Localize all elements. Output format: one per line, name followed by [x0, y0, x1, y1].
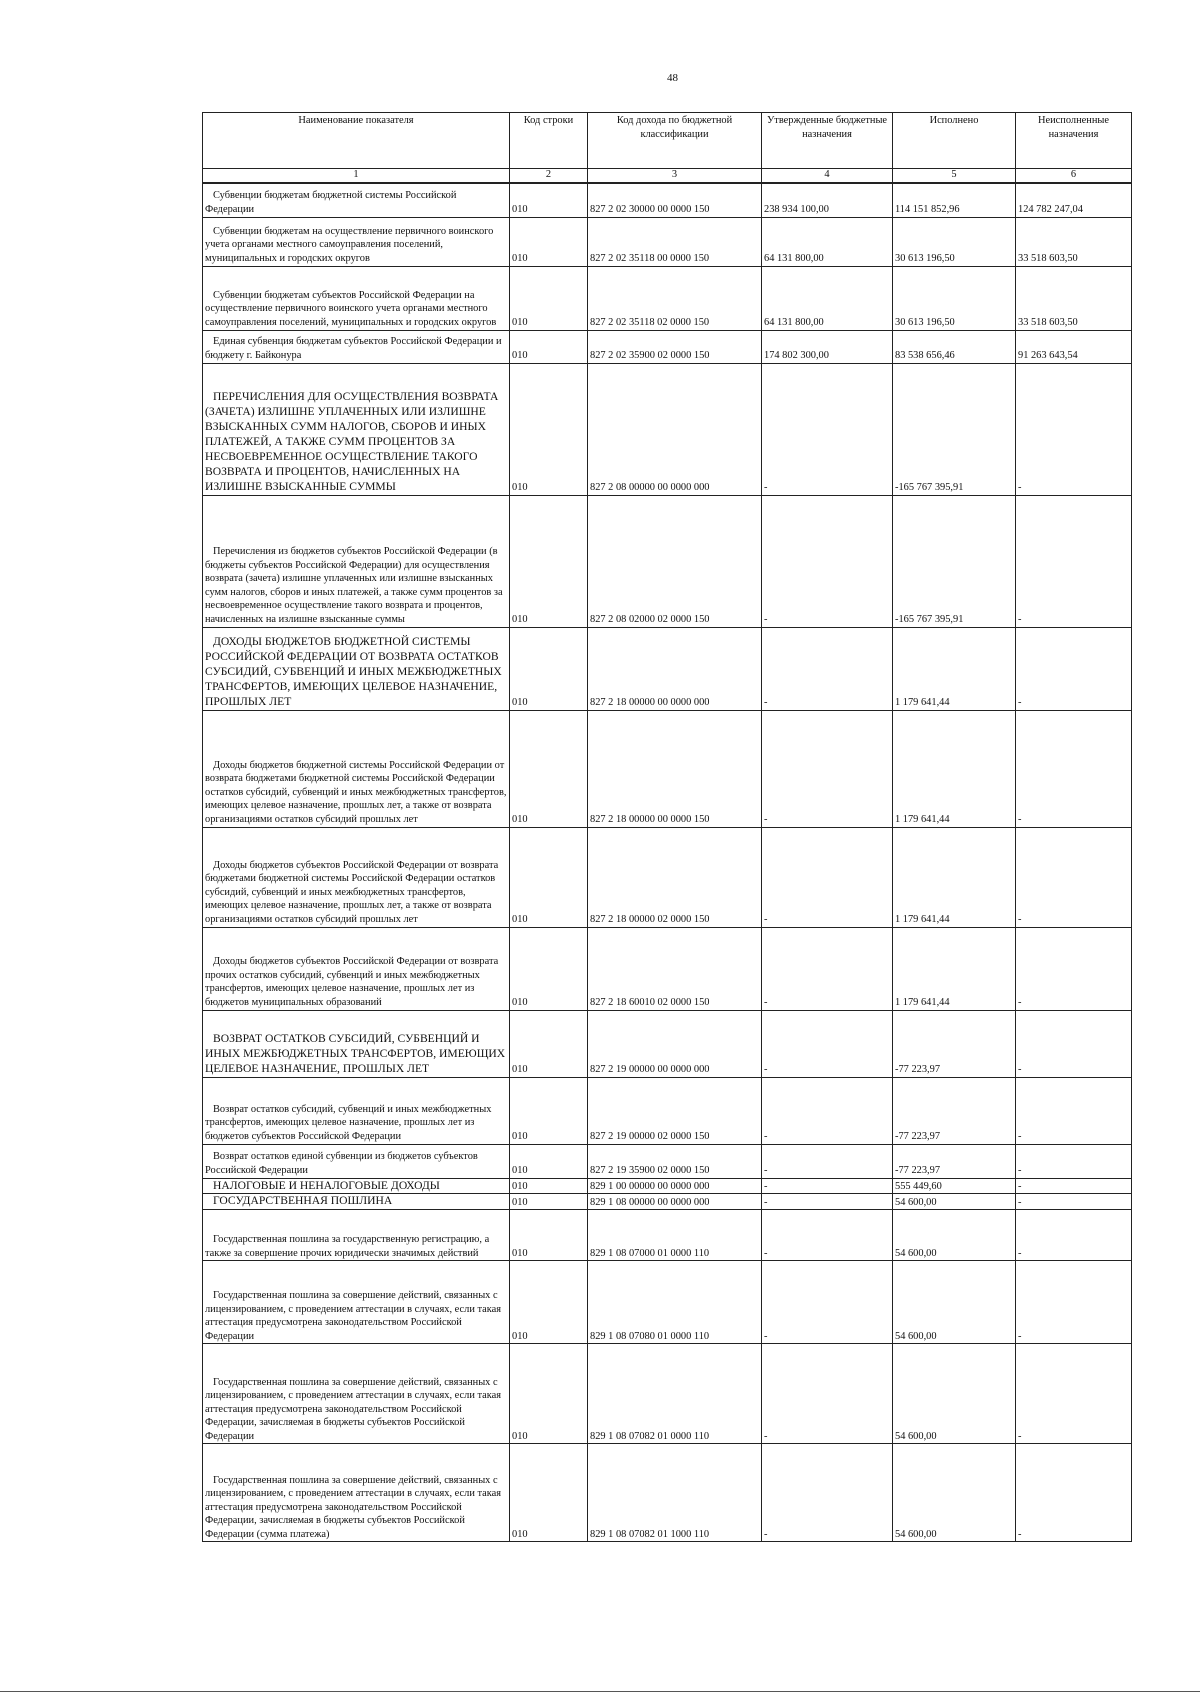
- row-approved-amount: -: [762, 627, 893, 710]
- row-income-code: 827 2 18 60010 02 0000 150: [588, 927, 762, 1010]
- header-executed: Исполнено: [893, 113, 1016, 169]
- table-row: [203, 1210, 1132, 1261]
- table-row: [203, 710, 1132, 827]
- row-executed-amount: -77 223,97: [893, 1010, 1016, 1077]
- row-line-code: 010: [510, 1010, 588, 1077]
- header-name: Наименование показателя: [203, 113, 510, 169]
- row-approved-amount: -: [762, 927, 893, 1010]
- row-name: [203, 1344, 510, 1444]
- row-unexecuted-amount: -: [1016, 1261, 1132, 1344]
- row-line-code: 010: [510, 1144, 588, 1178]
- row-income-code: 827 2 18 00000 00 0000 150: [588, 710, 762, 827]
- row-name-text: ВОЗВРАТ ОСТАТКОВ СУБСИДИЙ, СУБВЕНЦИЙ И ИНЫХ МЕЖБЮДЖЕТНЫХ ТРАНСФЕРТОВ, ИМЕЮЩИХ ЦЕЛЕВОЕ НАЗНАЧЕНИЕ, ПРОШЛЫХ ЛЕТ: [205, 1031, 506, 1075]
- row-name: [203, 827, 510, 927]
- table-row: [203, 495, 1132, 627]
- row-income-code: 829 1 08 07000 01 0000 110: [588, 1210, 762, 1261]
- row-executed-amount: -165 767 395,91: [893, 495, 1016, 627]
- row-line-code: 010: [510, 1261, 588, 1344]
- row-executed-amount: -77 223,97: [893, 1144, 1016, 1178]
- row-income-code: 827 2 19 00000 02 0000 150: [588, 1077, 762, 1144]
- row-name-text: НАЛОГОВЫЕ И НЕНАЛОГОВЫЕ ДОХОДЫ: [213, 1178, 440, 1192]
- row-executed-amount: 83 538 656,46: [893, 330, 1016, 363]
- row-line-code: 010: [510, 927, 588, 1010]
- row-name: [203, 495, 510, 627]
- row-name: [203, 927, 510, 1010]
- row-executed-amount: 1 179 641,44: [893, 627, 1016, 710]
- header-income-code: Код дохода по бюджетной классификации: [588, 113, 762, 169]
- row-unexecuted-amount: -: [1016, 1344, 1132, 1444]
- row-line-code: 010: [510, 266, 588, 330]
- row-line-code: 010: [510, 1077, 588, 1144]
- row-name-text: Доходы бюджетов бюджетной системы Российской Федерации от возврата бюджетами бюджетной системы Российской Федерации остатков субсидий, субвенций и иных межбюджетных трансфертов, имеющих целевое назначение, прошлых лет, а также от возврата организациями остатков субсидий прошлых лет: [205, 759, 507, 825]
- row-name-text: ПЕРЕЧИСЛЕНИЯ ДЛЯ ОСУЩЕСТВЛЕНИЯ ВОЗВРАТА (ЗАЧЕТА) ИЗЛИШНЕ УПЛАЧЕННЫХ ИЛИ ИЗЛИШНЕ ВЗЫСКАННЫХ СУММ НАЛОГОВ, СБОРОВ И ИНЫХ ПЛАТЕЖЕЙ, А ТАКЖЕ СУММ ПРОЦЕНТОВ ЗА НЕСВОЕВРЕМЕННОЕ ОСУЩЕСТВЛЕНИЕ ТАКОГО ВОЗВРАТА И ПРОЦЕНТОВ, НАЧИСЛЕННЫХ НА ИЗЛИШНЕ ВЗЫСКАННЫЕ СУММЫ: [205, 389, 499, 493]
- row-approved-amount: -: [762, 1010, 893, 1077]
- row-name-text: Субвенции бюджетам бюджетной системы Российской Федерации: [205, 190, 457, 215]
- row-name: [203, 330, 510, 363]
- row-line-code: 010: [510, 1194, 588, 1210]
- table-row: [203, 217, 1132, 266]
- page-bottom-rule: [0, 1691, 1200, 1692]
- row-unexecuted-amount: -: [1016, 363, 1132, 495]
- row-unexecuted-amount: -: [1016, 495, 1132, 627]
- column-number: 5: [893, 169, 1016, 184]
- row-executed-amount: -165 767 395,91: [893, 363, 1016, 495]
- table-row: [203, 1010, 1132, 1077]
- row-name: [203, 183, 510, 217]
- row-unexecuted-amount: -: [1016, 710, 1132, 827]
- row-income-code: 827 2 19 00000 00 0000 000: [588, 1010, 762, 1077]
- row-approved-amount: 238 934 100,00: [762, 183, 893, 217]
- row-line-code: 010: [510, 827, 588, 927]
- row-executed-amount: 54 600,00: [893, 1261, 1016, 1344]
- table-row: [203, 627, 1132, 710]
- row-name-text: Субвенции бюджетам на осуществление первичного воинского учета органами местного самоуправления поселений, муниципальных и городских округов: [205, 225, 494, 264]
- table-row: [203, 183, 1132, 217]
- row-approved-amount: -: [762, 1178, 893, 1194]
- table-body: [203, 183, 1132, 1542]
- table-row: [203, 1444, 1132, 1542]
- row-income-code: 827 2 18 00000 00 0000 000: [588, 627, 762, 710]
- row-income-code: 827 2 02 30000 00 0000 150: [588, 183, 762, 217]
- row-name: [203, 627, 510, 710]
- column-number: 4: [762, 169, 893, 184]
- row-approved-amount: -: [762, 1444, 893, 1542]
- row-line-code: 010: [510, 217, 588, 266]
- row-name: [203, 266, 510, 330]
- row-line-code: 010: [510, 1344, 588, 1444]
- row-unexecuted-amount: -: [1016, 1144, 1132, 1178]
- page-number: 48: [667, 72, 678, 84]
- table-row: [203, 1144, 1132, 1178]
- row-name: [203, 217, 510, 266]
- row-income-code: 829 1 00 00000 00 0000 000: [588, 1178, 762, 1194]
- row-line-code: 010: [510, 495, 588, 627]
- row-executed-amount: 54 600,00: [893, 1344, 1016, 1444]
- row-unexecuted-amount: -: [1016, 1077, 1132, 1144]
- budget-report-table: [202, 112, 1132, 1542]
- row-income-code: 827 2 02 35118 02 0000 150: [588, 266, 762, 330]
- row-income-code: 827 2 19 35900 02 0000 150: [588, 1144, 762, 1178]
- row-income-code: 827 2 18 00000 02 0000 150: [588, 827, 762, 927]
- row-income-code: 829 1 08 00000 00 0000 000: [588, 1194, 762, 1210]
- row-approved-amount: 64 131 800,00: [762, 217, 893, 266]
- row-unexecuted-amount: -: [1016, 1194, 1132, 1210]
- row-executed-amount: 54 600,00: [893, 1210, 1016, 1261]
- row-approved-amount: -: [762, 1261, 893, 1344]
- row-executed-amount: 1 179 641,44: [893, 927, 1016, 1010]
- row-name: [203, 710, 510, 827]
- row-approved-amount: -: [762, 1077, 893, 1144]
- row-unexecuted-amount: 33 518 603,50: [1016, 217, 1132, 266]
- row-unexecuted-amount: -: [1016, 627, 1132, 710]
- row-executed-amount: 54 600,00: [893, 1444, 1016, 1542]
- row-name-text: Доходы бюджетов субъектов Российской Федерации от возврата бюджетами бюджетной системы Российской Федерации остатков субсидий, субвенций и иных межбюджетных трансфертов, имеющих целевое назначение, прошлых лет, а также от возврата организациями остатков субсидий прошлых лет: [205, 859, 499, 925]
- row-name-text: Государственная пошлина за совершение действий, связанных с лицензированием, с проведением аттестации в случаях, если такая аттестация предусмотрена законодательством Российской Федерации, зачисляемая в бюджеты субъектов Российской Федерации (сумма платежа): [205, 1474, 502, 1540]
- table-row: [203, 1077, 1132, 1144]
- row-income-code: 827 2 02 35900 02 0000 150: [588, 330, 762, 363]
- row-line-code: 010: [510, 1444, 588, 1542]
- row-unexecuted-amount: -: [1016, 1444, 1132, 1542]
- row-executed-amount: 555 449,60: [893, 1178, 1016, 1194]
- header-row: [203, 113, 1132, 169]
- row-line-code: 010: [510, 363, 588, 495]
- table-row: [203, 1344, 1132, 1444]
- table-row: [203, 266, 1132, 330]
- row-line-code: 010: [510, 1210, 588, 1261]
- row-executed-amount: 54 600,00: [893, 1194, 1016, 1210]
- row-unexecuted-amount: -: [1016, 1210, 1132, 1261]
- row-approved-amount: -: [762, 827, 893, 927]
- row-executed-amount: 1 179 641,44: [893, 710, 1016, 827]
- row-unexecuted-amount: -: [1016, 927, 1132, 1010]
- row-name-text: Возврат остатков субсидий, субвенций и иных межбюджетных трансфертов, имеющих целевое назначение, прошлых лет из бюджетов субъектов Российской Федерации: [205, 1103, 492, 1142]
- row-income-code: 827 2 08 00000 00 0000 000: [588, 363, 762, 495]
- row-approved-amount: -: [762, 495, 893, 627]
- row-name-text: Государственная пошлина за совершение действий, связанных с лицензированием, с проведением аттестации в случаях, если такая аттестация предусмотрена законодательством Российской Федерации: [205, 1290, 502, 1342]
- row-executed-amount: 1 179 641,44: [893, 827, 1016, 927]
- row-unexecuted-amount: 91 263 643,54: [1016, 330, 1132, 363]
- row-executed-amount: 30 613 196,50: [893, 217, 1016, 266]
- header-unexecuted: Неисполненные назначения: [1016, 113, 1132, 169]
- row-name-text: Доходы бюджетов субъектов Российской Федерации от возврата прочих остатков субсидий, субвенций и иных межбюджетных трансфертов, имеющих целевое назначение, прошлых лет из бюджетов муниципальных образований: [205, 956, 499, 1008]
- row-name: [203, 1261, 510, 1344]
- row-approved-amount: -: [762, 1210, 893, 1261]
- row-line-code: 010: [510, 710, 588, 827]
- row-income-code: 829 1 08 07082 01 1000 110: [588, 1444, 762, 1542]
- row-income-code: 829 1 08 07082 01 0000 110: [588, 1344, 762, 1444]
- table-row: [203, 1261, 1132, 1344]
- row-line-code: 010: [510, 627, 588, 710]
- table-row: [203, 330, 1132, 363]
- row-executed-amount: 30 613 196,50: [893, 266, 1016, 330]
- row-approved-amount: -: [762, 710, 893, 827]
- row-name: [203, 1077, 510, 1144]
- row-income-code: 827 2 08 02000 02 0000 150: [588, 495, 762, 627]
- row-executed-amount: -77 223,97: [893, 1077, 1016, 1144]
- row-name: [203, 1010, 510, 1077]
- row-approved-amount: -: [762, 363, 893, 495]
- row-name-text: Возврат остатков единой субвенции из бюджетов субъектов Российской Федерации: [205, 1151, 478, 1176]
- table-row: [203, 827, 1132, 927]
- column-number: 2: [510, 169, 588, 184]
- row-line-code: 010: [510, 330, 588, 363]
- row-name-text: Единая субвенция бюджетам субъектов Российской Федерации и бюджету г. Байконура: [205, 336, 502, 361]
- row-unexecuted-amount: -: [1016, 1010, 1132, 1077]
- header-line-code: Код строки: [510, 113, 588, 169]
- row-name-text: Субвенции бюджетам субъектов Российской Федерации на осуществление первичного воинского учета органами местного самоуправления поселений, муниципальных и городских округов: [205, 289, 497, 328]
- header-approved: Утвержденные бюджетные назначения: [762, 113, 893, 169]
- row-name: [203, 1444, 510, 1542]
- row-line-code: 010: [510, 1178, 588, 1194]
- column-number-row: [203, 169, 1132, 184]
- row-executed-amount: 114 151 852,96: [893, 183, 1016, 217]
- row-name-text: ДОХОДЫ БЮДЖЕТОВ БЮДЖЕТНОЙ СИСТЕМЫ РОССИЙСКОЙ ФЕДЕРАЦИИ ОТ ВОЗВРАТА ОСТАТКОВ СУБСИДИЙ, СУБВЕНЦИЙ И ИНЫХ МЕЖБЮДЖЕТНЫХ ТРАНСФЕРТОВ, ИМЕЮЩИХ ЦЕЛЕВОЕ НАЗНАЧЕНИЕ, ПРОШЛЫХ ЛЕТ: [205, 634, 502, 708]
- row-approved-amount: -: [762, 1144, 893, 1178]
- row-name-text: ГОСУДАРСТВЕННАЯ ПОШЛИНА: [213, 1194, 393, 1208]
- row-name: [203, 1194, 510, 1210]
- row-approved-amount: -: [762, 1344, 893, 1444]
- row-line-code: 010: [510, 183, 588, 217]
- row-name: [203, 363, 510, 495]
- row-approved-amount: -: [762, 1194, 893, 1210]
- table-row: [203, 927, 1132, 1010]
- row-unexecuted-amount: 124 782 247,04: [1016, 183, 1132, 217]
- column-number: 3: [588, 169, 762, 184]
- row-name-text: Перечисления из бюджетов субъектов Российской Федерации (в бюджеты субъектов Российской Федерации) для осуществления возврата (зачета) излишне уплаченных или излишне взысканных сумм налогов, сборов и иных платежей, а также сумм процентов за несвоевременное осуществление такого возврата и процентов, начисленных на излишне взысканные суммы: [205, 546, 503, 625]
- table-row: [203, 1178, 1132, 1194]
- column-number: 6: [1016, 169, 1132, 184]
- row-name: [203, 1210, 510, 1261]
- row-unexecuted-amount: 33 518 603,50: [1016, 266, 1132, 330]
- table-header: [203, 113, 1132, 184]
- row-name: [203, 1178, 510, 1194]
- row-name-text: Государственная пошлина за государственную регистрацию, а также за совершение прочих юридически значимых действий: [205, 1234, 490, 1259]
- row-name: [203, 1144, 510, 1178]
- row-unexecuted-amount: -: [1016, 1178, 1132, 1194]
- row-unexecuted-amount: -: [1016, 827, 1132, 927]
- row-approved-amount: 174 802 300,00: [762, 330, 893, 363]
- row-name-text: Государственная пошлина за совершение действий, связанных с лицензированием, с проведением аттестации в случаях, если такая аттестация предусмотрена законодательством Российской Федерации, зачисляемая в бюджеты субъектов Российской Федерации: [205, 1376, 502, 1442]
- table-row: [203, 1194, 1132, 1210]
- row-approved-amount: 64 131 800,00: [762, 266, 893, 330]
- table-row: [203, 363, 1132, 495]
- column-number: 1: [203, 169, 510, 184]
- row-income-code: 827 2 02 35118 00 0000 150: [588, 217, 762, 266]
- row-income-code: 829 1 08 07080 01 0000 110: [588, 1261, 762, 1344]
